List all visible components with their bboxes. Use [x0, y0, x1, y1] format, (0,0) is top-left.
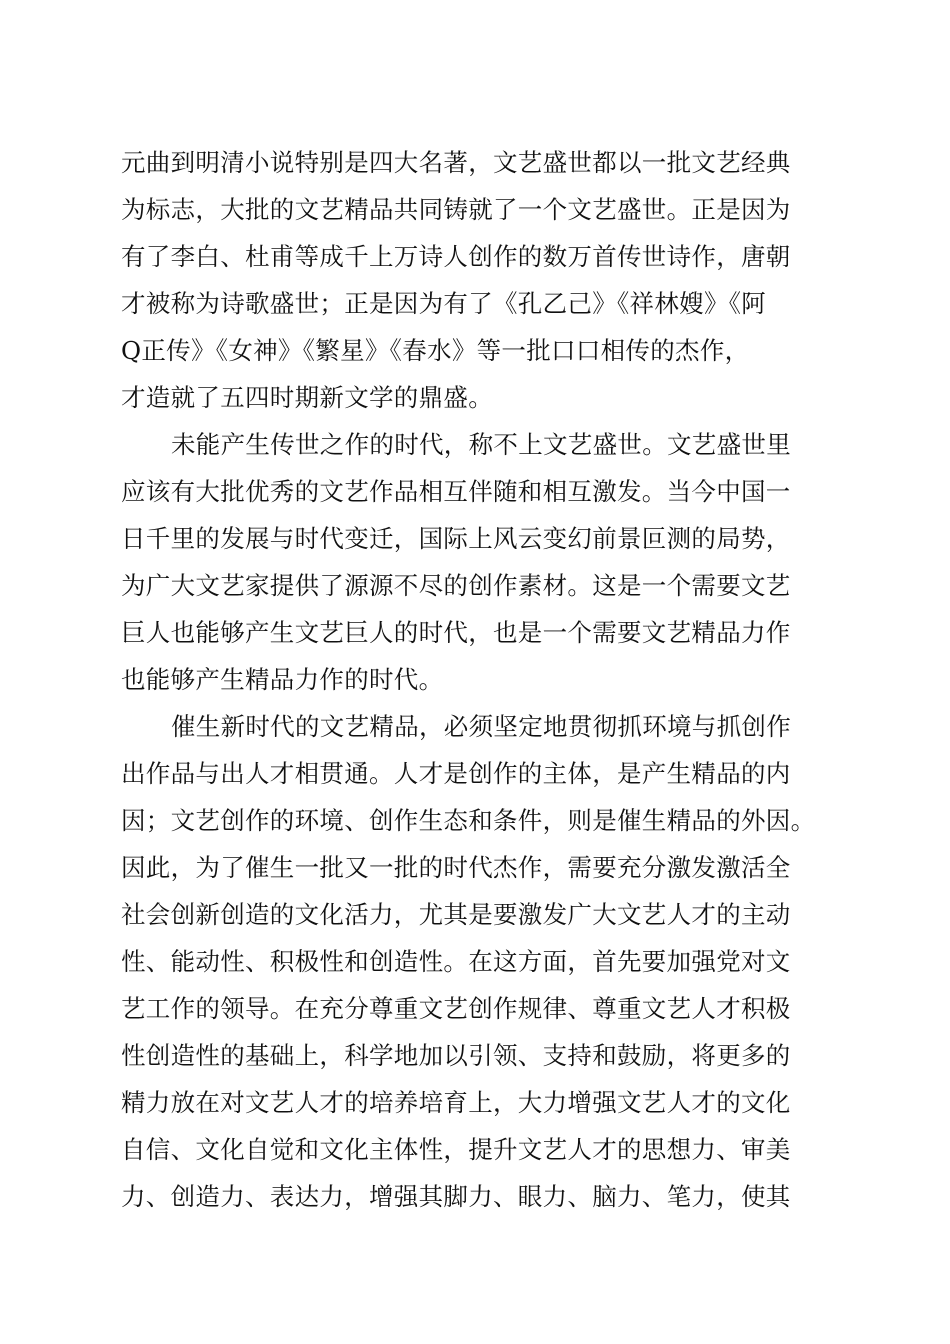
text-line: 为广大文艺家提供了源源不尽的创作素材。这是一个需要文艺: [121, 571, 791, 600]
text-line: 也能够产生精品力作的时代。: [121, 665, 444, 694]
text-line: 力、创造力、表达力，增强其脚力、眼力、脑力、笔力，使其: [121, 1182, 791, 1211]
text-line: 出作品与出人才相贯通。人才是创作的主体，是产生精品的内: [121, 759, 791, 788]
text-line: 社会创新创造的文化活力，尤其是要激发广大文艺人才的主动: [121, 900, 791, 929]
text-line: Q正传》《女神》《繁星》《春水》等一批口口相传的杰作，: [121, 336, 750, 365]
text-line: 元曲到明清小说特别是四大名著，文艺盛世都以一批文艺经典: [121, 148, 791, 177]
text-line: 应该有大批优秀的文艺作品相互伴随和相互激发。当今中国一: [121, 477, 791, 506]
text-line: 因此，为了催生一批又一批的时代杰作，需要充分激发激活全: [121, 853, 791, 882]
text-line: 性、能动性、积极性和创造性。在这方面，首先要加强党对文: [121, 947, 791, 976]
text-line: 因；文艺创作的环境、创作生态和条件，则是催生精品的外因。: [121, 806, 816, 835]
text-line: 性创造性的基础上，科学地加以引领、支持和鼓励，将更多的: [121, 1041, 791, 1070]
text-line: 巨人也能够产生文艺巨人的时代，也是一个需要文艺精品力作: [121, 618, 791, 647]
text-line: 有了李白、杜甫等成千上万诗人创作的数万首传世诗作，唐朝: [121, 242, 791, 271]
text-line: 艺工作的领导。在充分尊重文艺创作规律、尊重文艺人才积极: [121, 994, 791, 1023]
paragraph-first-line: 催生新时代的文艺精品，必须坚定地贯彻抓环境与抓创作: [171, 712, 791, 741]
text-line: 自信、文化自觉和文化主体性，提升文艺人才的思想力、审美: [121, 1135, 791, 1164]
text-line: 精力放在对文艺人才的培养培育上，大力增强文艺人才的文化: [121, 1088, 791, 1117]
text-line: 才造就了五四时期新文学的鼎盛。: [121, 383, 493, 412]
text-line: 为标志，大批的文艺精品共同铸就了一个文艺盛世。正是因为: [121, 195, 791, 224]
text-line: 才被称为诗歌盛世；正是因为有了《孔乙己》《祥林嫂》《阿: [121, 289, 767, 318]
text-line: 日千里的发展与时代变迁，国际上风云变幻前景叵测的局势，: [121, 524, 791, 553]
paragraph-first-line: 未能产生传世之作的时代，称不上文艺盛世。文艺盛世里: [171, 430, 791, 459]
